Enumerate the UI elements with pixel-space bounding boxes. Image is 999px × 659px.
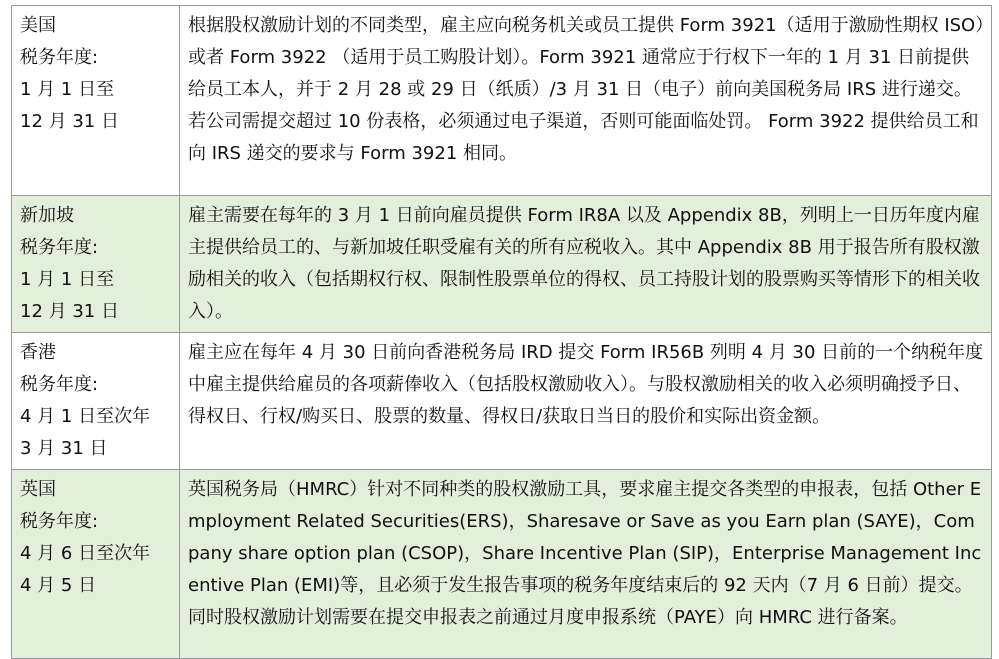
tax-year-end: 12 月 31 日 xyxy=(20,111,119,132)
detail-cell xyxy=(180,6,992,196)
detail-text: 雇主应在每年 4 月 30 日前向香港税务局 IRD 提交 Form IR56B 列明 4 月 30 日前的一个纳税年度中雇主提供给雇员的各项薪俸收入（包括股权激励收入）。与股权激励相关的收入必须明确授予日、得权日、行权/购买日、股票的数量、得权日/获取日当日的股价和实际出资金额。 xyxy=(188,342,984,427)
region-name: 香港 xyxy=(20,342,56,363)
tax-year-label: 税务年度: xyxy=(20,47,99,68)
table-row-us xyxy=(12,6,992,196)
region-cell xyxy=(12,470,180,659)
tax-year-start: 1 月 1 日至 xyxy=(20,269,115,290)
region-cell xyxy=(12,333,180,470)
detail-text: 根据股权激励计划的不同类型，雇主应向税务机关或员工提供 Form 3921（适用于激励性期权 ISO）或者 Form 3922 （适用于员工购股计划）。Form 3921 通常应于行权下一年的 1 月 31 日前提供给员工本人，并于 2 月 28 或 29 日（纸质）/3 月 31 日（电子）前向美国税务局 IRS 进行递交。若公司需提交超过 10 份表格，必须通过电子渠道，否则可能面临处罚。 Form 3922 提供给员工和向 IRS 递交的要求与 Form 3921 相同。 xyxy=(188,15,985,164)
region-cell xyxy=(12,196,180,333)
table-row-sg xyxy=(12,196,992,333)
detail-cell xyxy=(180,196,992,333)
tax-year-end: 12 月 31 日 xyxy=(20,301,119,322)
tax-year-end: 4 月 5 日 xyxy=(20,575,97,596)
table-row-hk xyxy=(12,333,992,470)
tax-year-label: 税务年度: xyxy=(20,374,99,395)
detail-cell xyxy=(180,333,992,470)
tax-year-start: 4 月 6 日至次年 xyxy=(20,543,151,564)
tax-year-start: 1 月 1 日至 xyxy=(20,79,115,100)
region-name: 英国 xyxy=(20,479,56,500)
table-row-uk xyxy=(12,470,992,659)
region-cell xyxy=(12,6,180,196)
detail-cell xyxy=(180,470,992,659)
detail-text: 雇主需要在每年的 3 月 1 日前向雇员提供 Form IR8A 以及 Appendix 8B，列明上一日历年度内雇主提供给员工的、与新加坡任职受雇有关的所有应税收入。其中 Appendix 8B 用于报告所有股权激励相关的收入（包括期权行权、限制性股票单位的得权、员工持股计划的股票购买等情形下的相关收入）。 xyxy=(188,205,980,322)
tax-year-label: 税务年度: xyxy=(20,237,99,258)
tax-year-start: 4 月 1 日至次年 xyxy=(20,406,151,427)
tax-year-label: 税务年度: xyxy=(20,511,99,532)
region-name: 新加坡 xyxy=(20,205,74,226)
region-name: 美国 xyxy=(20,15,56,36)
detail-text: 英国税务局（HMRC）针对不同种类的股权激励工具，要求雇主提交各类型的申报表，包括 Other Employment Related Securities(ERS)，Sharesave or Save as you Earn plan (SAYE)，Company share option plan (CSOP)，Share Incentive Plan (SIP)，Enterprise Management Incentive Plan (EMI)等，且必须于发生报告事项的税务年度结束后的 92 天内（7 月 6 日前）提交。同时股权激励计划需要在提交申报表之前通过月度申报系统（PAYE）向 HMRC 进行备案。 xyxy=(188,479,982,628)
tax-filing-table xyxy=(11,5,992,659)
tax-year-end: 3 月 31 日 xyxy=(20,438,108,459)
